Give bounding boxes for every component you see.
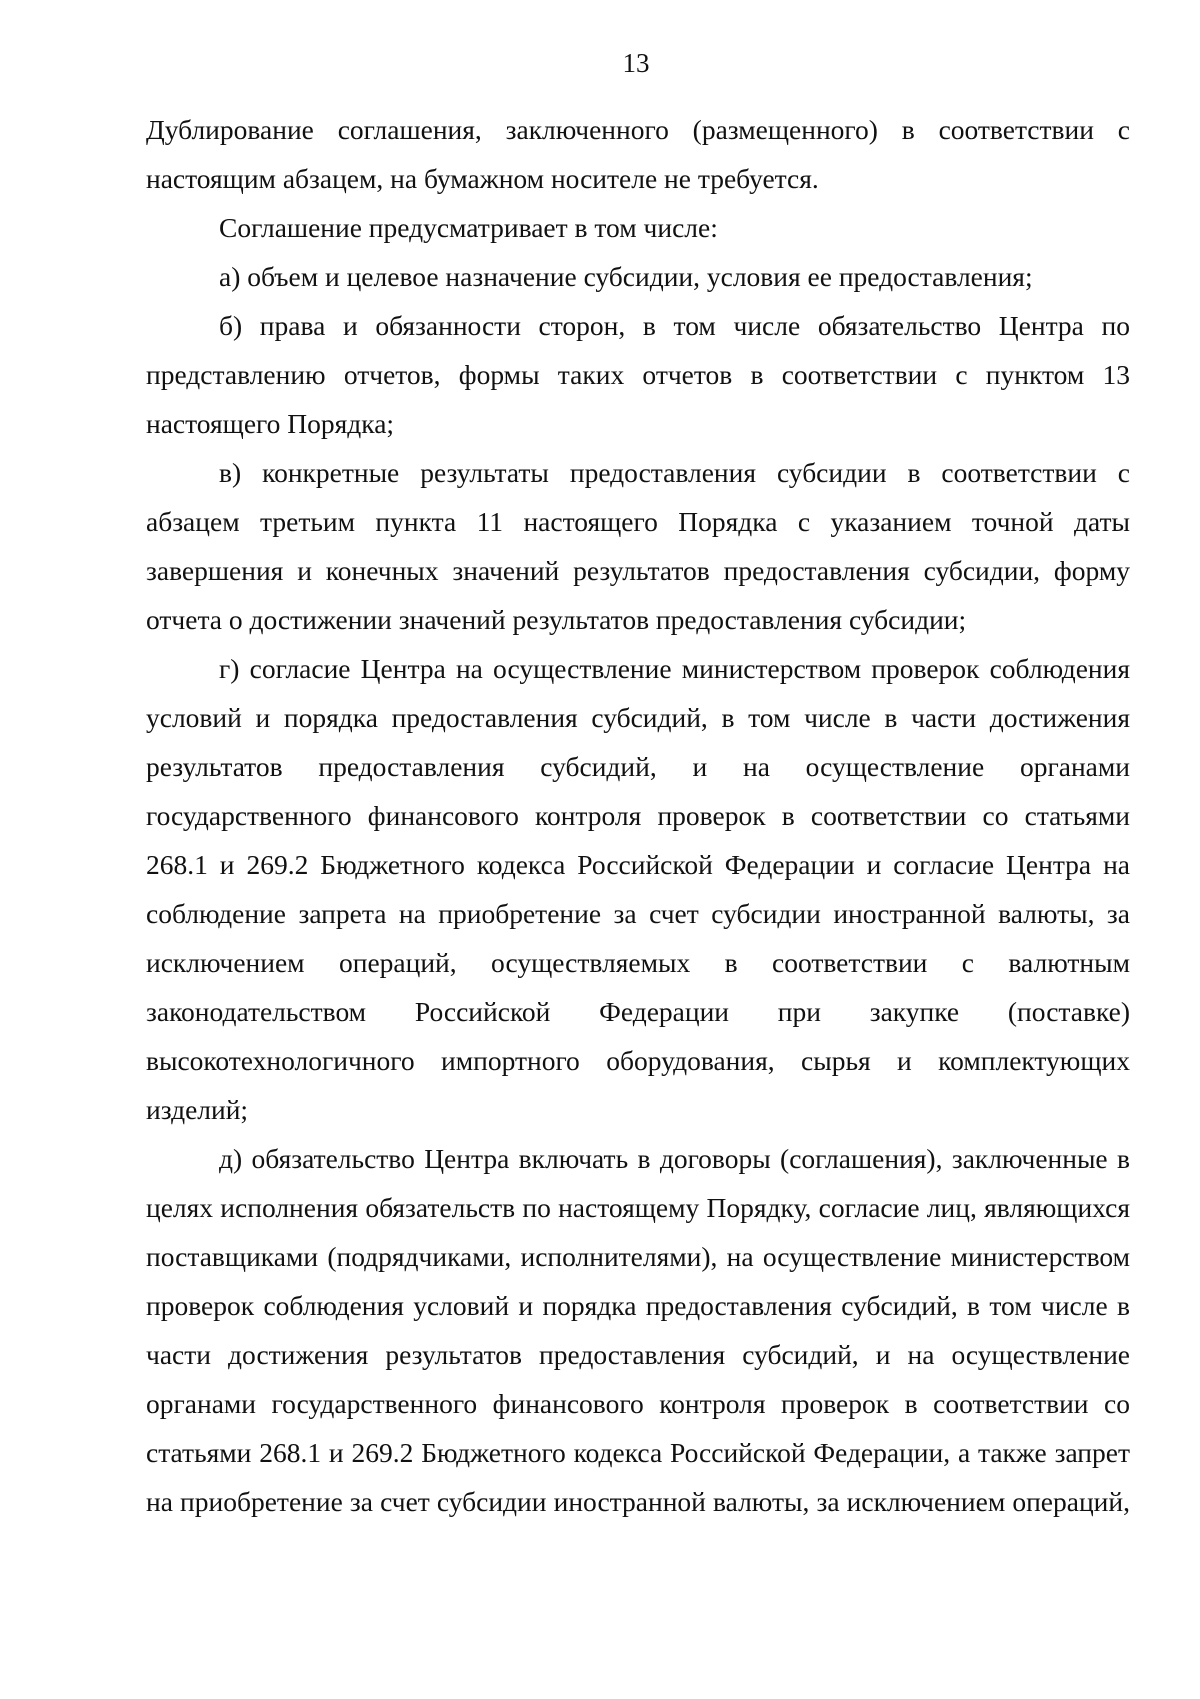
paragraph-duplication: Дублирование соглашения, заключенного (размещенного) в соответствии с настоящим абзацем, на бумажном носителе не требуется. [146,114,1130,194]
list-item-a: а) объем и целевое назначение субсидии, условия ее предоставления; [219,261,1033,292]
document-body [146,105,1130,1526]
page-number: 13 [622,48,650,78]
list-item-g: г) согласие Центра на осуществление министерством проверок соблюдения условий и порядка предоставления субсидий, в том числе в части достижения результатов предоставления субсидий, и на осуществление органами государственного финансового контроля проверок в соответствии со статьями 268.1 и 269.2 Бюджетного кодекса Российской Федерации и согласие Центра на соблюдение запрета на приобретение за счет субсидии иностранной валюты, за исключением операций, осуществляемых в соответствии с валютным законодательством Российской Федерации при закупке (поставке) высокотехнологичного импортного оборудования, сырья и комплектующих изделий; [146,653,1130,1125]
list-item-b: б) права и обязанности сторон, в том числе обязательство Центра по представлению отчетов, формы таких отчетов в соответствии с пунктом 13 настоящего Порядка; [146,310,1130,439]
list-item-d: д) обязательство Центра включать в договоры (соглашения), заключенные в целях исполнения обязательств по настоящему Порядку, согласие лиц, являющихся поставщиками (подрядчиками, исполнителями), на осуществление министерством проверок соблюдения условий и порядка предоставления субсидий, в том числе в части достижения результатов предоставления субсидий, и на осуществление органами государственного финансового контроля проверок в соответствии со статьями 268.1 и 269.2 Бюджетного кодекса Российской Федерации, а также запрет на приобретение за счет субсидии иностранной валюты, за исключением операций, [146,1143,1130,1517]
paragraph-agreement-intro: Соглашение предусматривает в том числе: [219,212,718,243]
list-item-v: в) конкретные результаты предоставления субсидии в соответствии с абзацем третьим пункта 11 настоящего Порядка с указанием точной даты завершения и конечных значений результатов предоставления субсидии, форму отчета о достижении значений результатов предоставления субсидии; [146,457,1130,635]
